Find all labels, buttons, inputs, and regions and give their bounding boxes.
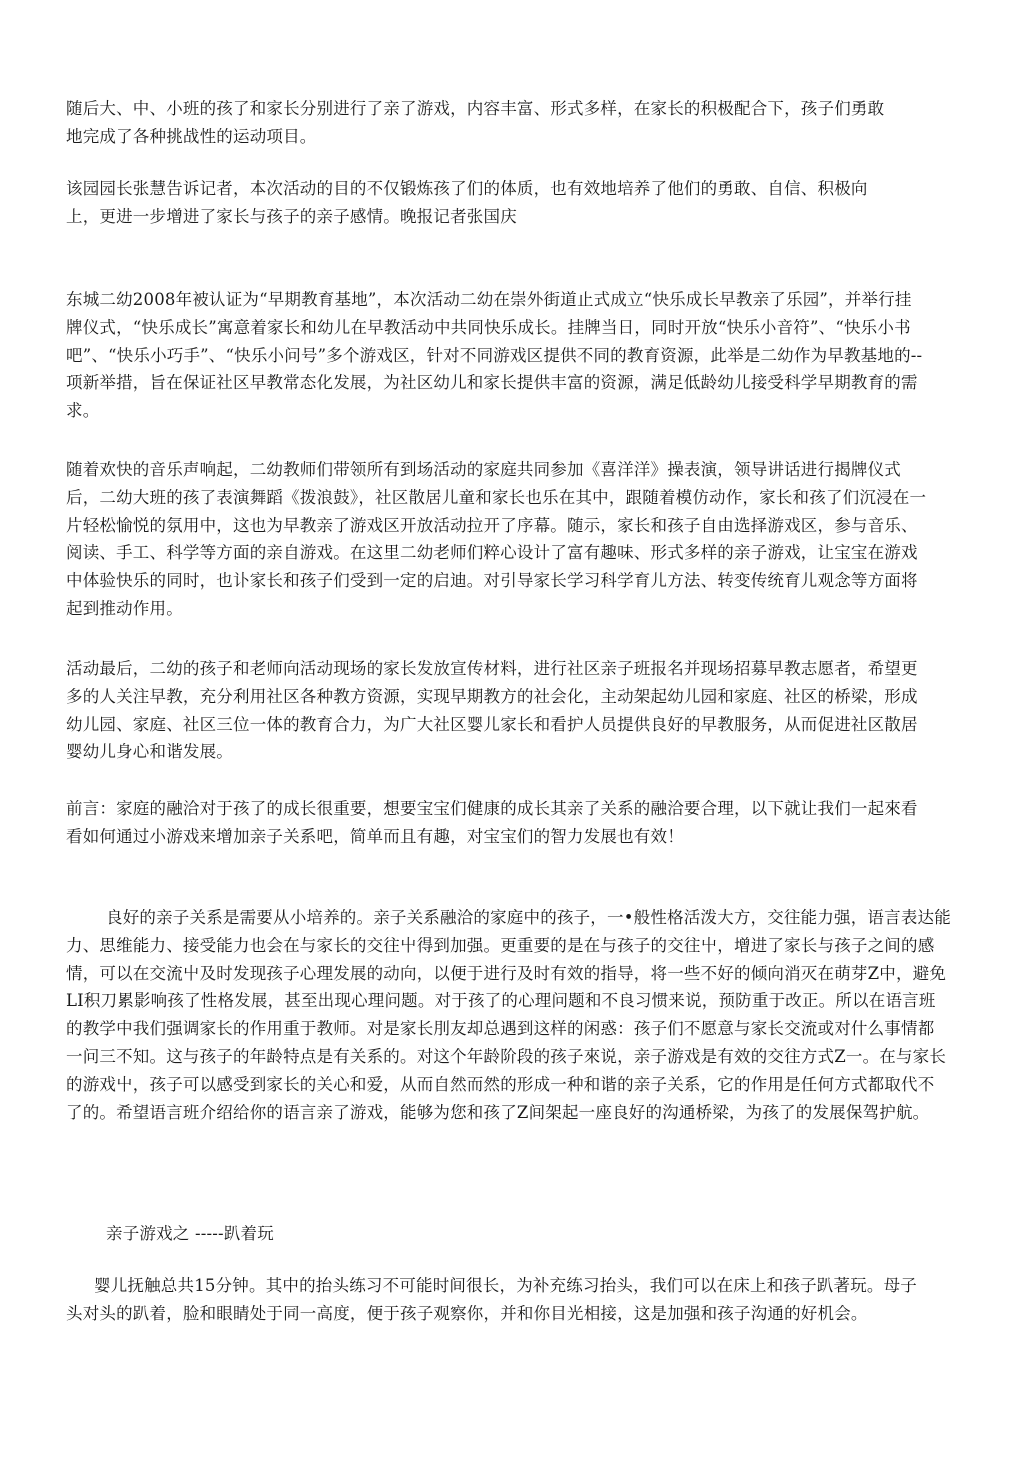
- paragraph-early-education-base: 东城二幼2008年被认证为“早期教育基地”，本次活动二幼在崇外街道止式成立“快乐成长早教亲了乐园”，并举行挂牌仪式，“快乐成长”寓意着家长和幼儿在早教活动中共同快乐成长。挂牌当日，同时开放“快乐小音符”、“快乐小书吧”、“快乐小巧手”、“快乐小问号”多个游戏区，针对不同游戏区提供不同的教育资源，此举是二幼作为早教基地的--项新举措，旨在保证社区早教常态化发展，为社区幼儿和家长提供丰富的资源，满足低龄幼儿接受科学早期教育的需求。: [66, 290, 923, 421]
- paragraph-preface: 前言：家庭的融洽对于孩了的成长很重要，想要宝宝们健康的成长其亲了关系的融洽要合理，以下就让我们一起來看看如何通过小游戏来增加亲子关系吧，简单而且有趣，对宝宝们的智力发展也有效！: [66, 799, 918, 846]
- paragraph-baby-massage: 婴儿抚触总共15分钟。其中的抬头练习不可能时间很长，为补充练习抬头，我们可以在床上和孩子趴著玩。母子头对头的趴着，脸和眼睛处于同一高度，便于孩子观察你，并和你目光相接，这是加强和孩子沟通的好机会。: [66, 1276, 917, 1323]
- paragraph-activity-ending: 活动最后，二幼的孩子和老师向活动现场的家长发放宣传材料，进行社区亲子班报名并现场招募早教志愿者，希望更多的人关注早教，充分利用社区各种教方资源，实现早期教方的社会化，主动架起幼儿园和家庭、社区的桥梁，形成幼儿园、家庭、社区三位一体的教育合力，为广大社区婴儿家长和看护人员提供良好的早教服务，从而促进社区散居婴幼儿身心和谐发展。: [66, 659, 918, 762]
- paragraph-good-relationship: 良好的亲子关系是需要从小培养的。亲子关系融洽的家庭中的孩子，一•般性格活泼大方，交往能力强，语言表达能力、思维能力、接受能力也会在与家长的交往屮得到加强。更重要的是在与孩子的交往屮，增进了家长与孩子之间的感情，可以在交流屮及时发现孩子心理发展的动向，以便于进行及时有效的指导，将一些不好的倾向消灭在萌芽Z中，避免LI积刀累影响孩了性格发展，甚至出现心理问题。对于孩了的心理问题和不良习惯来说，预防重于改正。所以在语言班的教学中我们强调家长的作用重于教师。对是家长刖友却总遇到这样的闲惑：孩子们不愿意与家长交流或对什么事情都一问三不知。这与孩子的年龄特点是有关系的。对这个年龄阶段的孩子來说，亲子游戏是有效的交往方式Z一。在与家长的游戏屮，孩子可以感受到家长的关心和爱，从而自然而然的形成一种和谐的亲子关系，它的作用是任何方式都取代不了的。希望语言班介绍给你的语言亲了游戏，能够为您和孩了Z间架起一座良好的沟通桥梁，为孩了的发展保驾护航。: [66, 908, 951, 1122]
- section-heading-game: 亲子游戏之 -----趴着玩: [106, 1224, 274, 1243]
- paragraph-parent-child-games: 随后大、中、小班的孩了和家长分别进行了亲了游戏，内容丰富、形式多样，在家长的积极配合下，孩子们勇敢地完成了各种挑战性的运动项目。: [66, 99, 885, 146]
- paragraph-music-performance: 随着欢快的音乐声响起，二幼教师们带领所有到场活动的家庭共同参加《喜洋洋》操表演，领导讲话进行揭牌仪式后，二幼大班的孩了表演舞蹈《拨浪鼓》，社区散居儿童和家长也乐在其中，跟随着模仿动作，家长和孩了们沉浸在一片轻松愉悦的氛用中，这也为早教亲了游戏区开放活动拉开了序幕。随示，家长和孩子自由选择游戏区，参与音乐、阅读、手工、科学等方面的亲自游戏。在这里二幼老师们粹心设计了富有趣味、形式多样的亲子游戏，让宝宝在游戏中体验快乐的同时，也讣家长和孩子们受到一定的启迪。对引导家长学习科学育儿方法、转变传统育儿观念等方面将起到推动作用。: [66, 460, 927, 618]
- paragraph-principal-quote: 该园园长张慧告诉记者，本次活动的目的不仅锻炼孩了们的体质，也有效地培养了他们的勇敢、自信、积极向上，更进一步增进了家长与孩子的亲子感情。晚报记者张国庆: [66, 179, 868, 226]
